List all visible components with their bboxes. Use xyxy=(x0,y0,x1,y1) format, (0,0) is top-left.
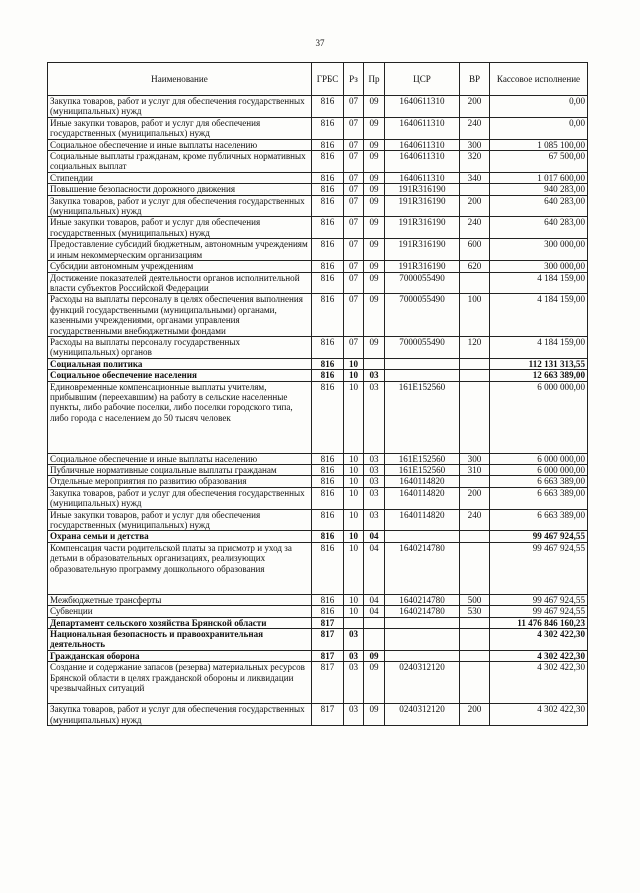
cell-name: Единовременные компенсационные выплаты учителям, прибывшим (переехавшим) на работу в сельские населенные пункты, либо рабочие поселки, либо поселки городского типа, либо города с населением до 50 тысяч человек xyxy=(48,381,312,453)
cell-amount: 99 467 924,55 xyxy=(490,531,588,542)
cell-pr: 09 xyxy=(364,336,385,358)
cell-vr: 120 xyxy=(460,336,490,358)
cell-pr: 09 xyxy=(364,217,385,239)
cell-csr xyxy=(385,617,460,628)
cell-csr: 161E152560 xyxy=(385,453,460,464)
cell-name: Социальное обеспечение населения xyxy=(48,370,312,381)
cell-amount: 4 302 422,30 xyxy=(490,662,588,704)
cell-name: Закупка товаров, работ и услуг для обеспечения государственных (муниципальных) нужд xyxy=(48,195,312,217)
cell-grbs: 817 xyxy=(312,629,344,651)
cell-vr xyxy=(460,184,490,195)
cell-vr xyxy=(460,381,490,453)
cell-vr xyxy=(460,531,490,542)
cell-grbs: 816 xyxy=(312,606,344,617)
table-row xyxy=(48,509,588,531)
cell-rz: 10 xyxy=(344,464,364,475)
cell-rz: 07 xyxy=(344,217,364,239)
cell-csr: 1640611310 xyxy=(385,151,460,173)
cell-name: Повышение безопасности дорожного движения xyxy=(48,184,312,195)
header-vr: ВР xyxy=(460,63,490,96)
cell-csr: 1640114820 xyxy=(385,476,460,487)
cell-name: Департамент сельского хозяйства Брянской области xyxy=(48,617,312,628)
cell-vr: 320 xyxy=(460,151,490,173)
cell-name: Национальная безопасность и правоохранительная деятельность xyxy=(48,629,312,651)
cell-grbs: 816 xyxy=(312,261,344,272)
cell-rz: 07 xyxy=(344,184,364,195)
cell-vr xyxy=(460,629,490,651)
table-row xyxy=(48,464,588,475)
cell-csr: 7000055490 xyxy=(385,336,460,358)
cell-vr: 600 xyxy=(460,239,490,261)
cell-amount: 4 184 159,00 xyxy=(490,272,588,294)
cell-pr: 03 xyxy=(364,487,385,509)
cell-grbs: 816 xyxy=(312,239,344,261)
table-row xyxy=(48,542,588,594)
cell-name: Социальные выплаты гражданам, кроме публичных нормативных социальных выплат xyxy=(48,151,312,173)
cell-rz: 10 xyxy=(344,370,364,381)
cell-rz: 07 xyxy=(344,151,364,173)
table-row xyxy=(48,336,588,358)
cell-name: Иные закупки товаров, работ и услуг для обеспечения государственных (муниципальных) нужд xyxy=(48,117,312,139)
cell-pr: 09 xyxy=(364,195,385,217)
cell-vr: 530 xyxy=(460,606,490,617)
cell-csr xyxy=(385,629,460,651)
cell-vr: 300 xyxy=(460,139,490,150)
cell-csr: 1640611310 xyxy=(385,117,460,139)
cell-amount: 640 283,00 xyxy=(490,195,588,217)
header-rz: Рз xyxy=(344,63,364,96)
cell-vr: 300 xyxy=(460,453,490,464)
cell-vr xyxy=(460,370,490,381)
cell-rz: 10 xyxy=(344,531,364,542)
cell-pr: 09 xyxy=(364,184,385,195)
cell-csr: 7000055490 xyxy=(385,294,460,337)
cell-csr: 1640611310 xyxy=(385,96,460,118)
cell-amount: 99 467 924,55 xyxy=(490,542,588,594)
header-csr: ЦСР xyxy=(385,63,460,96)
cell-pr: 09 xyxy=(364,96,385,118)
cell-csr: 1640114820 xyxy=(385,487,460,509)
cell-amount: 6 663 389,00 xyxy=(490,509,588,531)
page-number: 37 xyxy=(315,38,325,48)
cell-vr xyxy=(460,476,490,487)
table-row xyxy=(48,476,588,487)
cell-name: Закупка товаров, работ и услуг для обеспечения государственных (муниципальных) нужд xyxy=(48,487,312,509)
table-row xyxy=(48,594,588,605)
cell-pr: 09 xyxy=(364,151,385,173)
cell-rz: 07 xyxy=(344,96,364,118)
cell-csr: 191R316190 xyxy=(385,184,460,195)
cell-amount: 940 283,00 xyxy=(490,184,588,195)
cell-rz: 03 xyxy=(344,662,364,704)
cell-pr: 09 xyxy=(364,172,385,183)
cell-pr: 03 xyxy=(364,464,385,475)
cell-rz: 10 xyxy=(344,606,364,617)
cell-csr xyxy=(385,531,460,542)
cell-vr: 100 xyxy=(460,294,490,337)
cell-grbs: 816 xyxy=(312,476,344,487)
cell-rz: 10 xyxy=(344,542,364,594)
cell-name: Иные закупки товаров, работ и услуг для обеспечения государственных (муниципальных) нужд xyxy=(48,217,312,239)
cell-csr: 1640611310 xyxy=(385,172,460,183)
cell-rz: 07 xyxy=(344,195,364,217)
cell-pr: 09 xyxy=(364,239,385,261)
cell-csr xyxy=(385,651,460,662)
cell-name: Иные закупки товаров, работ и услуг для обеспечения государственных (муниципальных) нужд xyxy=(48,509,312,531)
table-row xyxy=(48,453,588,464)
cell-csr: 1640114820 xyxy=(385,509,460,531)
cell-name: Гражданская оборона xyxy=(48,651,312,662)
cell-rz: 03 xyxy=(344,629,364,651)
cell-csr: 191R316190 xyxy=(385,217,460,239)
table-row xyxy=(48,217,588,239)
table-header-row xyxy=(48,63,588,96)
cell-grbs: 816 xyxy=(312,381,344,453)
cell-rz: 03 xyxy=(344,704,364,726)
cell-csr: 161E152560 xyxy=(385,464,460,475)
cell-vr: 310 xyxy=(460,464,490,475)
cell-amount: 1 017 600,00 xyxy=(490,172,588,183)
cell-name: Социальное обеспечение и иные выплаты населению xyxy=(48,453,312,464)
table-row xyxy=(48,139,588,150)
cell-rz: 10 xyxy=(344,509,364,531)
cell-csr: 0240312120 xyxy=(385,662,460,704)
cell-csr: 161E152560 xyxy=(385,381,460,453)
table-row xyxy=(48,629,588,651)
header-amount: Кассовое исполнение xyxy=(490,63,588,96)
cell-grbs: 816 xyxy=(312,464,344,475)
cell-pr: 09 xyxy=(364,704,385,726)
cell-amount: 4 184 159,00 xyxy=(490,294,588,337)
cell-vr: 200 xyxy=(460,487,490,509)
cell-csr: 1640214780 xyxy=(385,606,460,617)
cell-pr xyxy=(364,629,385,651)
cell-grbs: 817 xyxy=(312,704,344,726)
cell-amount: 4 184 159,00 xyxy=(490,336,588,358)
table-row xyxy=(48,195,588,217)
cell-grbs: 816 xyxy=(312,217,344,239)
table-row xyxy=(48,96,588,118)
budget-table xyxy=(47,62,588,726)
cell-rz: 07 xyxy=(344,239,364,261)
cell-csr: 1640611310 xyxy=(385,139,460,150)
table-row xyxy=(48,261,588,272)
table-row xyxy=(48,172,588,183)
cell-pr: 03 xyxy=(364,476,385,487)
cell-grbs: 816 xyxy=(312,453,344,464)
cell-amount: 0,00 xyxy=(490,117,588,139)
cell-name: Достижение показателей деятельности органов исполнительной власти субъектов Российской Федерации xyxy=(48,272,312,294)
cell-rz: 10 xyxy=(344,381,364,453)
table-row xyxy=(48,239,588,261)
cell-csr: 7000055490 xyxy=(385,272,460,294)
table-row xyxy=(48,662,588,704)
cell-amount: 12 663 389,00 xyxy=(490,370,588,381)
cell-amount: 4 302 422,30 xyxy=(490,629,588,651)
cell-grbs: 817 xyxy=(312,617,344,628)
table-row xyxy=(48,151,588,173)
cell-amount: 6 663 389,00 xyxy=(490,487,588,509)
cell-vr xyxy=(460,542,490,594)
cell-rz: 07 xyxy=(344,117,364,139)
table-row xyxy=(48,704,588,726)
cell-pr: 04 xyxy=(364,542,385,594)
cell-grbs: 816 xyxy=(312,151,344,173)
cell-grbs: 816 xyxy=(312,96,344,118)
cell-grbs: 816 xyxy=(312,117,344,139)
table-row xyxy=(48,294,588,337)
cell-grbs: 817 xyxy=(312,651,344,662)
cell-vr: 200 xyxy=(460,195,490,217)
cell-grbs: 816 xyxy=(312,542,344,594)
cell-csr: 191R316190 xyxy=(385,239,460,261)
cell-grbs: 816 xyxy=(312,509,344,531)
cell-pr: 03 xyxy=(364,453,385,464)
cell-csr: 1640214780 xyxy=(385,542,460,594)
cell-amount: 6 663 389,00 xyxy=(490,476,588,487)
cell-csr xyxy=(385,370,460,381)
cell-amount: 6 000 000,00 xyxy=(490,464,588,475)
cell-grbs: 816 xyxy=(312,272,344,294)
header-name: Наименование xyxy=(48,63,312,96)
cell-amount: 1 085 100,00 xyxy=(490,139,588,150)
cell-amount: 99 467 924,55 xyxy=(490,594,588,605)
cell-grbs: 816 xyxy=(312,294,344,337)
cell-vr: 500 xyxy=(460,594,490,605)
cell-csr: 191R316190 xyxy=(385,195,460,217)
cell-pr: 09 xyxy=(364,272,385,294)
cell-amount: 6 000 000,00 xyxy=(490,453,588,464)
cell-csr: 0240312120 xyxy=(385,704,460,726)
cell-vr xyxy=(460,651,490,662)
cell-amount: 99 467 924,55 xyxy=(490,606,588,617)
cell-name: Расходы на выплаты персоналу в целях обеспечения выполнения функций государственными (муниципальными) органами, казенными учреждениями, органами управления государственными внебюджетными фондами xyxy=(48,294,312,337)
cell-vr xyxy=(460,358,490,369)
header-pr: Пр xyxy=(364,63,385,96)
cell-pr: 09 xyxy=(364,651,385,662)
table-row xyxy=(48,381,588,453)
cell-grbs: 816 xyxy=(312,487,344,509)
cell-amount: 300 000,00 xyxy=(490,239,588,261)
cell-csr: 1640214780 xyxy=(385,594,460,605)
cell-pr: 04 xyxy=(364,594,385,605)
cell-name: Социальное обеспечение и иные выплаты населению xyxy=(48,139,312,150)
cell-name: Субсидии автономным учреждениям xyxy=(48,261,312,272)
cell-vr: 340 xyxy=(460,172,490,183)
cell-grbs: 816 xyxy=(312,358,344,369)
cell-pr: 03 xyxy=(364,370,385,381)
cell-vr: 200 xyxy=(460,96,490,118)
cell-vr: 240 xyxy=(460,217,490,239)
table-row xyxy=(48,531,588,542)
header-grbs: ГРБС xyxy=(312,63,344,96)
cell-rz: 10 xyxy=(344,358,364,369)
cell-pr: 04 xyxy=(364,606,385,617)
cell-name: Межбюджетные трансферты xyxy=(48,594,312,605)
cell-rz xyxy=(344,617,364,628)
cell-grbs: 817 xyxy=(312,662,344,704)
cell-amount: 0,00 xyxy=(490,96,588,118)
cell-grbs: 816 xyxy=(312,531,344,542)
cell-grbs: 816 xyxy=(312,594,344,605)
cell-name: Создание и содержание запасов (резерва) материальных ресурсов Брянской области в целях гражданской обороны и ликвидации чрезвычайных ситуаций xyxy=(48,662,312,704)
cell-name: Охрана семьи и детства xyxy=(48,531,312,542)
table-row xyxy=(48,651,588,662)
cell-rz: 07 xyxy=(344,336,364,358)
cell-vr: 200 xyxy=(460,704,490,726)
cell-pr xyxy=(364,617,385,628)
cell-vr xyxy=(460,617,490,628)
table-row xyxy=(48,617,588,628)
cell-pr: 09 xyxy=(364,117,385,139)
cell-vr: 240 xyxy=(460,117,490,139)
cell-rz: 10 xyxy=(344,453,364,464)
cell-grbs: 816 xyxy=(312,370,344,381)
cell-pr: 09 xyxy=(364,662,385,704)
cell-vr: 240 xyxy=(460,509,490,531)
cell-name: Стипендии xyxy=(48,172,312,183)
cell-pr xyxy=(364,358,385,369)
cell-vr xyxy=(460,272,490,294)
cell-amount: 300 000,00 xyxy=(490,261,588,272)
table-row xyxy=(48,606,588,617)
cell-name: Субвенции xyxy=(48,606,312,617)
cell-amount: 4 302 422,30 xyxy=(490,651,588,662)
cell-amount: 11 476 846 160,23 xyxy=(490,617,588,628)
cell-rz: 10 xyxy=(344,594,364,605)
cell-pr: 03 xyxy=(364,509,385,531)
cell-pr: 09 xyxy=(364,294,385,337)
table-row xyxy=(48,487,588,509)
cell-amount: 112 131 313,55 xyxy=(490,358,588,369)
cell-name: Публичные нормативные социальные выплаты гражданам xyxy=(48,464,312,475)
cell-grbs: 816 xyxy=(312,336,344,358)
cell-name: Закупка товаров, работ и услуг для обеспечения государственных (муниципальных) нужд xyxy=(48,96,312,118)
table-row xyxy=(48,184,588,195)
cell-name: Отдельные мероприятия по развитию образования xyxy=(48,476,312,487)
cell-grbs: 816 xyxy=(312,184,344,195)
table-row xyxy=(48,370,588,381)
table-row xyxy=(48,358,588,369)
cell-amount: 4 302 422,30 xyxy=(490,704,588,726)
cell-name: Предоставление субсидий бюджетным, автономным учреждениям и иным некоммерческим организациям xyxy=(48,239,312,261)
cell-rz: 07 xyxy=(344,172,364,183)
cell-name: Закупка товаров, работ и услуг для обеспечения государственных (муниципальных) нужд xyxy=(48,704,312,726)
cell-rz: 07 xyxy=(344,261,364,272)
cell-amount: 6 000 000,00 xyxy=(490,381,588,453)
cell-rz: 07 xyxy=(344,294,364,337)
cell-rz: 03 xyxy=(344,651,364,662)
cell-name: Компенсация части родительской платы за присмотр и уход за детьми в образовательных организациях, реализующих образовательную программу дошкольного образования xyxy=(48,542,312,594)
cell-rz: 10 xyxy=(344,487,364,509)
table-row xyxy=(48,272,588,294)
cell-vr xyxy=(460,662,490,704)
cell-rz: 10 xyxy=(344,476,364,487)
cell-rz: 07 xyxy=(344,139,364,150)
cell-pr: 09 xyxy=(364,139,385,150)
cell-pr: 04 xyxy=(364,531,385,542)
cell-csr xyxy=(385,358,460,369)
cell-csr: 191R316190 xyxy=(385,261,460,272)
cell-grbs: 816 xyxy=(312,195,344,217)
cell-amount: 640 283,00 xyxy=(490,217,588,239)
cell-grbs: 816 xyxy=(312,139,344,150)
cell-name: Расходы на выплаты персоналу государственных (муниципальных) органов xyxy=(48,336,312,358)
cell-pr: 03 xyxy=(364,381,385,453)
table-row xyxy=(48,117,588,139)
cell-name: Социальная политика xyxy=(48,358,312,369)
cell-rz: 07 xyxy=(344,272,364,294)
cell-pr: 09 xyxy=(364,261,385,272)
cell-amount: 67 500,00 xyxy=(490,151,588,173)
cell-grbs: 816 xyxy=(312,172,344,183)
cell-vr: 620 xyxy=(460,261,490,272)
